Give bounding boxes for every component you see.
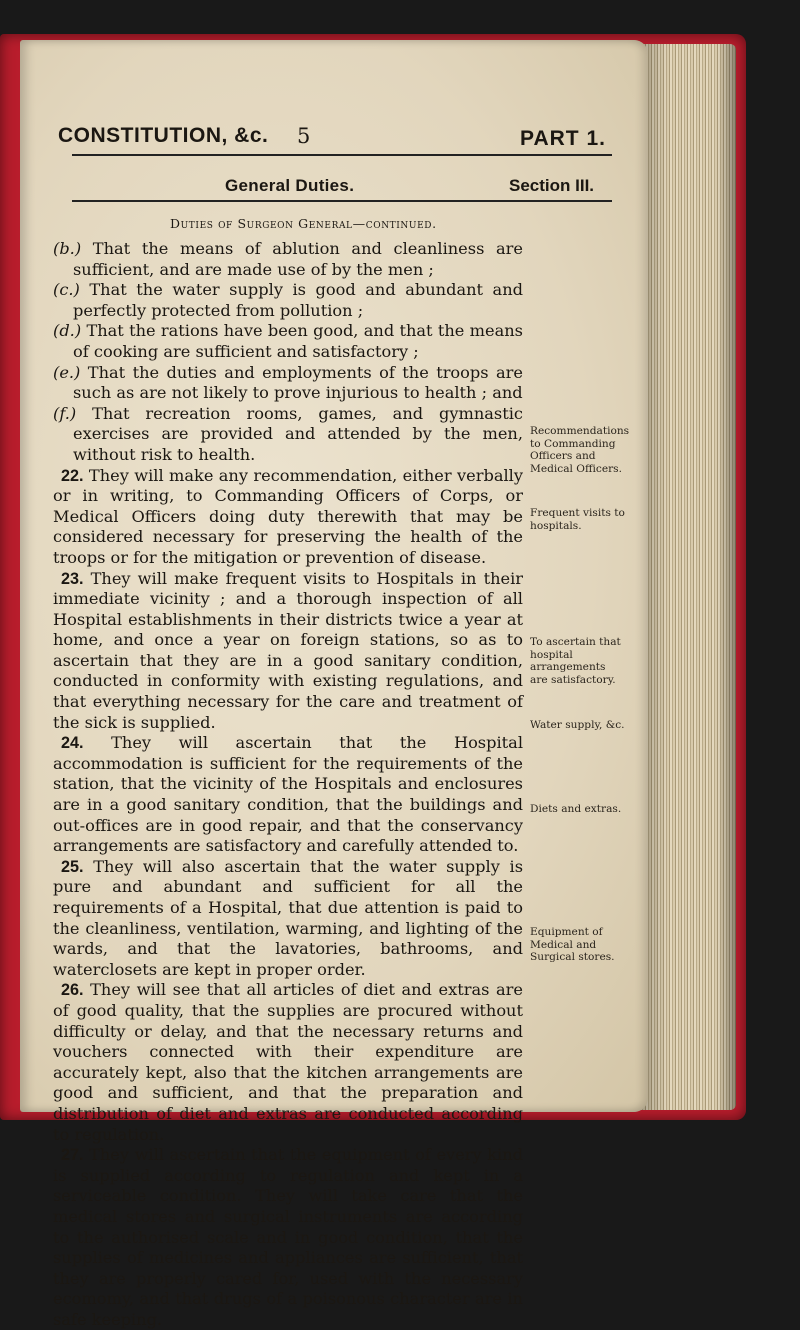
book-page <box>20 40 648 1329</box>
clause-text: That the rations have been good, and that the means of cooking are sufficient and satisfactory ; <box>73 321 523 361</box>
paragraph-number: 26. <box>61 981 84 1000</box>
paragraph-number: 24. <box>61 734 84 753</box>
clause-text: That the means of ablution and cleanliness are sufficient, and are made use of by the men ; <box>73 239 523 279</box>
paragraph-27 <box>53 1145 523 1330</box>
margin-note-visits: Frequent visits to hospitals. <box>530 507 625 532</box>
clause-mark: (e.) <box>53 362 81 382</box>
header-rule <box>72 154 612 156</box>
section-rule <box>72 200 612 202</box>
section-label: Section III. <box>509 176 595 195</box>
body-text <box>53 239 523 1330</box>
clause-e <box>53 363 523 404</box>
paragraph-text: They will make frequent visits to Hospitals in their immediate vicinity ; and a thorough inspection of all Hospital establishments in their districts twice a year at home, and once a year on foreign stations, so as to ascertain that they are in a good sanitary condition, conducted in conformity with existing regulations, and that everything necessary for the care and treatment of the sick is supplied. <box>53 568 523 732</box>
clause-mark: (f.) <box>53 403 77 423</box>
margin-note-equipment: Equipment of Medical and Surgical stores. <box>530 926 615 964</box>
paragraph-25 <box>53 857 523 981</box>
paragraph-number: 25. <box>61 857 84 876</box>
margin-note-diets: Diets and extras. <box>530 803 622 815</box>
clause-f <box>53 404 523 466</box>
paragraph-number: 27. <box>61 1146 84 1165</box>
clause-d <box>53 321 523 362</box>
paragraph-number: 23. <box>61 569 84 588</box>
clause-b <box>53 239 523 280</box>
clause-mark: (c.) <box>53 280 80 300</box>
paragraph-24 <box>53 733 523 857</box>
subheading: Duties of Surgeon General—continued. <box>170 216 437 231</box>
paragraph-22 <box>53 466 523 569</box>
page-number: 5 <box>297 124 311 148</box>
paragraph-text: They will make any recommendation, either verbally or in writing, to Commanding Officers of Corps, or Medical Officers doing duty therewith that may be considered necessary for preserving the health of the troops or for the mitigation or prevention of disease. <box>53 465 523 567</box>
clause-mark: (b.) <box>53 239 82 258</box>
clause-text: That the duties and employments of the troops are such as are not likely to prove injurious to health ; and <box>73 362 523 403</box>
margin-note-water-supply: Water supply, &c. <box>530 719 625 731</box>
margin-note-hospital-arrangements: To ascertain that hospital arrangements are satisfactory. <box>530 636 621 686</box>
clause-text: That the water supply is good and abundant and perfectly protected from pollution ; <box>73 280 523 320</box>
running-head-title: CONSTITUTION, &c. <box>58 124 269 147</box>
clause-text: That recreation rooms, games, and gymnastic exercises are provided and attended by the men, without risk to health. <box>73 403 523 464</box>
paragraph-text: They will also ascertain that the water supply is pure and abundant and sufficient for all the requirements of a Hospital, that due attention is paid to the cleanliness, ventilation, warming, and lighting of the wards, and that the lavatories, bathrooms, and waterclosets are kept in proper order. <box>53 856 523 979</box>
paragraph-number: 22. <box>61 466 84 485</box>
page-edges <box>640 44 736 1110</box>
paragraph-text: They will see that all articles of diet and extras are of good quality, that the supplies are procured without difficulty or delay, and that the necessary returns and vouchers connected with their expenditure are accurately kept, also that the kitchen arrangements are good and sufficient, and that the preparation and distribution of diet and extras are conducted according to regulation. <box>53 980 523 1144</box>
paragraph-text: They will ascertain that the Hospital accommodation is sufficient for the requirements of the station, that the vicinity of the Hospitals and enclosures are in a good sanitary condition, that the buildings and out-offices are in good repair, and that the conservancy arrangements are satisfactory and carefully attended to. <box>53 733 523 856</box>
paragraph-26 <box>53 980 523 1145</box>
clause-mark: (d.) <box>53 321 82 341</box>
margin-note-recommendations: Recommendations to Commanding Officers and Medical Officers. <box>530 425 630 475</box>
paragraph-text: They will ascertain that the equipment of every kind is supplied according to regulation and kept in a serviceable condition. They will take care that the medical stores and surgical instruments are according to the authorised scale and in good condition, that the supplies of medicines and appliances are sufficient, that they are properly cared for, used with the necessary ecomomy, and that drugs of a poisonous character are in safe keeping. <box>53 1145 523 1329</box>
clause-c <box>53 280 523 321</box>
running-head-part: PART 1. <box>520 127 606 150</box>
paragraph-23 <box>53 569 523 734</box>
section-title: General Duties. <box>225 176 355 195</box>
